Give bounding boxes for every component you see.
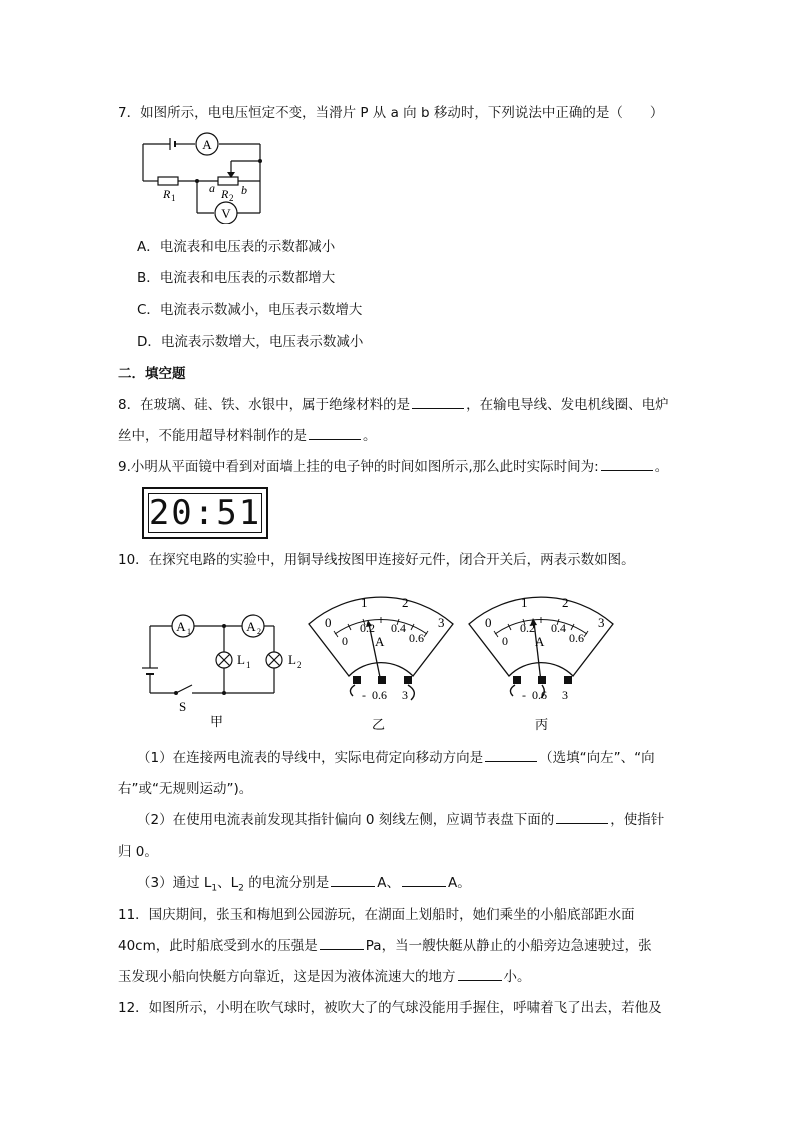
q10-bing-bot-3: 0.6 (569, 631, 584, 645)
q8-text-2: ，在输电导线、发电机线圈、电炉 (466, 397, 669, 413)
q10-bing-bot-1: 0.2 (520, 621, 535, 635)
q10-yi-unit: A (375, 634, 385, 649)
q10-sub3-text-d: A、 (377, 875, 400, 891)
q7-a-label: a (209, 181, 215, 195)
q10-bing-bot-0: 0 (502, 634, 508, 648)
q10-sub3-text-a: （3）通过 L (137, 875, 212, 891)
q10-sub3-blank-1[interactable] (331, 874, 375, 887)
q10-sub2-text-b: ，使指针 (610, 812, 665, 828)
q9-clock-display: 20:51 (148, 493, 262, 533)
q11-text-a: 40cm，此时船底受到水的压强是 (118, 938, 318, 954)
q10-sub3-line (137, 874, 471, 898)
q12-line1: 12．如图所示，小明在吹气球时，被吹大了的气球没能用手握住，呼啸着飞了出去，若他及 (118, 1000, 662, 1016)
q10-sub3-sub2: 2 (238, 883, 244, 894)
q10-yi-top-0: 0 (325, 615, 332, 630)
q10-bing-top-0: 0 (485, 615, 492, 630)
q10-sub3-text-b: 、L (217, 875, 239, 891)
q10-caption-yi: 乙 (372, 717, 386, 732)
q10-bing-term-1: 0.6 (532, 688, 547, 702)
q9-clock (142, 487, 268, 539)
q8-blank-1[interactable] (412, 396, 464, 409)
q10-caption-jia: 甲 (210, 714, 224, 729)
q10-stem: 10．在探究电路的实验中，用铜导线按图甲连接好元件，闭合开关后，两表示数如图。 (118, 552, 635, 568)
q10-sub3-sub1: 1 (211, 883, 218, 894)
q10-bing-term-0: - (522, 688, 526, 702)
q10-sub1-text-c: 右”或“无规则运动”)。 (118, 781, 253, 797)
q11-text-b: Pa，当一艘快艇从静止的小船旁边急速驶过，张 (365, 938, 652, 954)
q7-b-label: b (241, 183, 247, 197)
q8-text-4: 。 (363, 428, 377, 444)
q7-stem: 7．如图所示，电电压恒定不变，当滑片 P 从 a 向 b 移动时，下列说法中正确的是（ ） (118, 105, 664, 121)
q11-blank-1[interactable] (320, 937, 364, 950)
q10-sub1-text-a: （1）在连接两电流表的导线中，实际电荷定向移动方向是 (137, 750, 484, 766)
q10-yi-bot-0: 0 (342, 634, 348, 648)
q9-text: 9.小明从平面镜中看到对面墙上挂的电子钟的时间如图所示,那么此时实际时间为: (118, 459, 599, 475)
q8-line1 (118, 396, 669, 414)
q7-option-d: D．电流表示数增大，电压表示数减小 (137, 334, 364, 350)
q10-sub2-text-c: 归 0。 (118, 844, 158, 860)
q10-yi-term-0: - (362, 688, 366, 702)
q8-blank-2[interactable] (309, 427, 361, 440)
q10-bing-top-1: 1 (521, 595, 528, 610)
q10-a2-label: A (246, 619, 256, 634)
q7-circuit-diagram (135, 128, 275, 224)
q7-option-a: A．电流表和电压表的示数都减小 (137, 239, 336, 255)
q10-a1-label: A (176, 619, 186, 634)
q10-yi-term-1: 0.6 (372, 688, 387, 702)
q10-yi-top-1: 1 (361, 595, 368, 610)
q10-yi-top-3: 3 (438, 615, 445, 630)
q10-a2-sub: 2 (257, 627, 261, 636)
q10-yi-term-2: 3 (402, 688, 408, 702)
q8-text-1: 8．在玻璃、硅、铁、水银中，属于绝缘材料的是 (118, 397, 411, 413)
q10-bing-top-2: 2 (562, 595, 569, 610)
q10-sub3-text-e: A。 (447, 875, 471, 891)
q11-text-d: 小。 (503, 969, 531, 985)
q10-circuit-diagram (138, 608, 308, 730)
q10-sub2-text-a: （2）在使用电流表前发现其指针偏向 0 刻线左侧，应调节表盘下面的 (137, 812, 555, 828)
q10-sub3-blank-2[interactable] (402, 874, 446, 887)
section-title: 二．填空题 (118, 366, 186, 382)
q10-l2-sub: 2 (297, 660, 302, 670)
q11-blank-2[interactable] (458, 968, 502, 981)
q10-bing-top-3: 3 (598, 615, 605, 630)
q10-yi-top-2: 2 (402, 595, 409, 610)
q10-yi-bot-3: 0.6 (409, 631, 424, 645)
q11-text-c: 玉发现小船向快艇方向靠近，这是因为液体流速大的地方 (118, 969, 456, 985)
q11-line2 (118, 937, 652, 955)
q9-end: 。 (654, 459, 669, 475)
q7-ammeter-label: A (202, 137, 212, 152)
q7-option-c: C．电流表示数减小，电压表示数增大 (137, 302, 363, 318)
q8-text-3: 丝中，不能用超导材料制作的是 (118, 428, 307, 444)
q10-l1-label: L (237, 652, 245, 667)
q10-bing-bot-2: 0.4 (551, 621, 566, 635)
q10-sub2-line1 (137, 811, 664, 829)
q7-r1-sub: 1 (171, 193, 176, 203)
q10-sub2-blank[interactable] (556, 811, 608, 824)
q7-option-b: B．电流表和电压表的示数都增大 (137, 270, 336, 286)
q10-sub1-blank[interactable] (485, 749, 537, 762)
q9-line (118, 458, 668, 476)
q10-caption-bing: 丙 (535, 717, 549, 732)
q11-line3 (118, 968, 531, 986)
q7-r2-label: R (221, 187, 229, 201)
q7-r2-sub: 2 (229, 193, 234, 203)
q7-r1-label: R (163, 187, 171, 201)
q10-yi-bot-2: 0.4 (391, 621, 406, 635)
q10-a1-sub: 1 (187, 627, 191, 636)
q8-line2 (118, 427, 377, 445)
q10-sub1-line1 (137, 749, 655, 767)
q11-line1: 11．国庆期间，张玉和梅旭到公园游玩，在湖面上划船时，她们乘坐的小船底部距水面 (118, 907, 635, 923)
q7-voltmeter-label: V (221, 206, 231, 221)
q10-l2-label: L (288, 652, 296, 667)
q10-sub3-text-c: 的电流分别是 (243, 875, 330, 891)
q10-sub1-text-b: （选填“向左”、“向 (539, 750, 655, 766)
q10-switch-label: S (179, 699, 187, 714)
q9-blank[interactable] (601, 458, 653, 471)
q10-bing-term-2: 3 (562, 688, 568, 702)
q10-bing-unit: A (535, 634, 545, 649)
q10-meter-yi (305, 582, 457, 734)
q10-meter-bing (465, 582, 617, 734)
q10-yi-bot-1: 0.2 (360, 621, 375, 635)
q10-l1-sub: 1 (246, 660, 251, 670)
